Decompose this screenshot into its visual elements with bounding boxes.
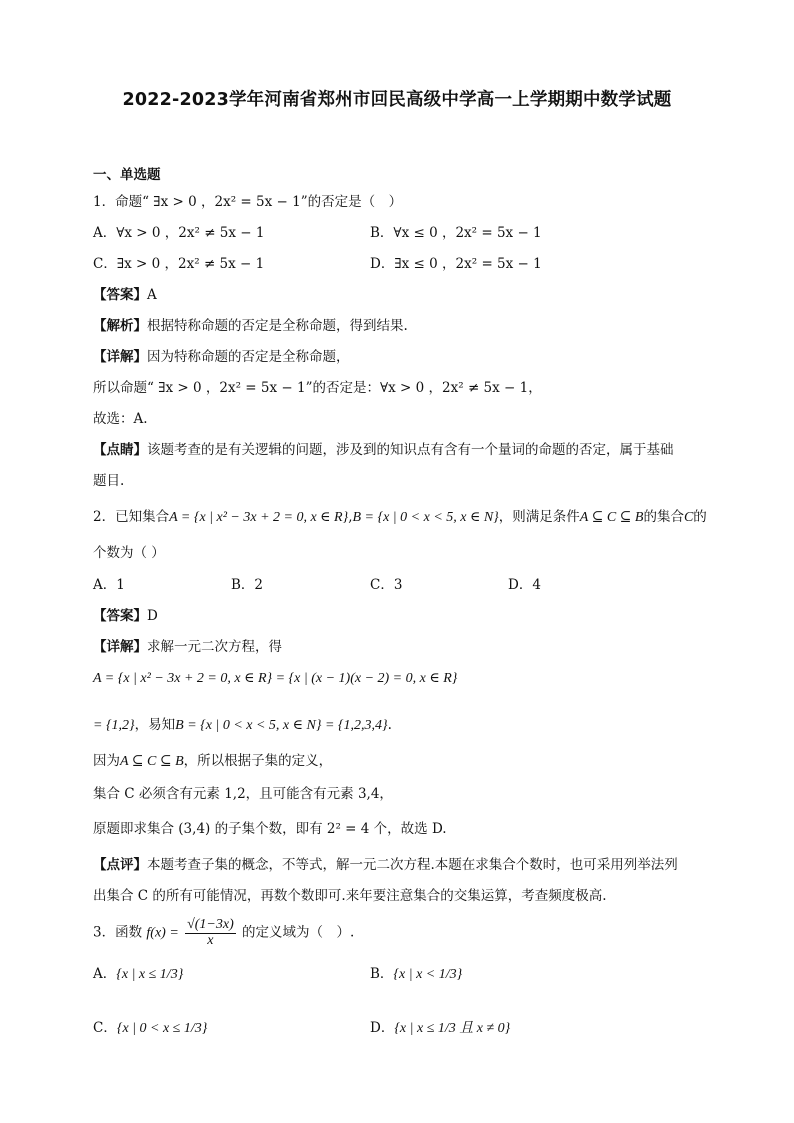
q3-option-d [370, 1016, 510, 1037]
q3-numerator: √(1−3x) [187, 917, 234, 932]
q3-option-a-text: {x | x ≤ 1/3} [116, 967, 184, 982]
q2-detail-3d: . [387, 717, 392, 733]
q2-stem-2: 个数为（ ） [93, 545, 165, 561]
comment-text: 该题考查的是有关逻辑的问题，涉及到的知识点有含有一个量词的命题的否定，属于基础 [147, 442, 674, 458]
q1-detail-1 [93, 345, 350, 365]
detail-text: 因为特称命题的否定是全称命题， [147, 349, 350, 365]
q2-detail-6: 原题即求集合 (3,4) 的子集个数，即有 2² = 4 个，故选 D. [93, 821, 447, 837]
q3-option-b-text: {x | x < 1/3} [393, 967, 463, 982]
q3-option-c-text: {x | 0 < x ≤ 1/3} [116, 1021, 208, 1036]
q1-option-d: D．∃x ≤ 0 ，2x² = 5x − 1 [370, 256, 542, 272]
q2-detail-3c: B = {x | 0 < x < 5, x ∈ N} = {1,2,3,4} [175, 718, 388, 733]
q2-comment-1 [93, 853, 678, 873]
comment-tag: 【点睛】 [93, 442, 147, 458]
q2-detail-2: A = {x | x² − 3x + 2 = 0, x ∈ R} = {x | (x − 1)(x − 2) = 0, x ∈ R} [93, 671, 458, 686]
q2-detail-4c: ，所以根据子集的定义， [183, 753, 333, 769]
detail-tag: 【详解】 [93, 639, 147, 655]
detail-tag: 【详解】 [93, 349, 147, 365]
answer-tag: 【答案】 [93, 608, 147, 624]
q2-stem-post: ，则满足条件 [498, 509, 580, 525]
q1-option-c: C．∃x > 0 ，2x² ≠ 5x − 1 [93, 256, 265, 272]
q2-stem-end: 的集合 [643, 509, 684, 525]
q1-analysis [93, 314, 408, 334]
q1-comment-2: 题目. [93, 473, 125, 489]
q2-detail-4 [93, 749, 332, 770]
q3-option-b-label: B． [370, 966, 394, 982]
page-title: 2022-2023学年河南省郑州市回民高级中学高一上学期期中数学试题 [122, 90, 672, 110]
q3-stem-post: 的定义域为（ ）. [242, 924, 355, 941]
q2-set-a: A = {x | x² − 3x + 2 = 0, x ∈ R} [169, 510, 349, 525]
q2-detail-5: 集合 C 必须含有元素 1,2，且可能含有元素 3,4， [93, 786, 393, 802]
comment-text: 本题考查子集的概念，不等式，解一元二次方程.本题在求集合个数时，也可采用列举法列 [147, 857, 678, 873]
q2-set-b: B = {x | 0 < x < 5, x ∈ N} [352, 510, 499, 525]
q3-option-c [93, 1016, 207, 1037]
q2-set-c: C [683, 510, 694, 525]
q1-option-b: B．∀x ≤ 0 ，2x² = 5x − 1 [370, 225, 542, 241]
q3-option-d-label: D． [370, 1020, 395, 1036]
q3-option-d-text: {x | x ≤ 1/3 且 x ≠ 0} [394, 1021, 511, 1036]
q2-stem: 2．已知集合A = {x | x² − 3x + 2 = 0, x ∈ R},B = {x | 0 < x < 5, x ∈ N}，则满足条件A ⊆ C ⊆ B的集合C的 [93, 509, 707, 525]
answer-tag: 【答案】 [93, 287, 147, 303]
analysis-tag: 【解析】 [93, 318, 147, 334]
q1-comment-1 [93, 438, 674, 458]
q2-detail-3b: ，易知 [134, 717, 176, 733]
comment-tag: 【点评】 [93, 857, 147, 873]
q2-comment-2: 出集合 C 的所有可能情况，再数个数即可.来年要注意集合的交集运算，考查频度极高. [93, 888, 607, 904]
q2-detail-3a: = {1,2} [93, 718, 135, 733]
q2-detail-1 [93, 635, 282, 655]
q2-detail-4b: A ⊆ C ⊆ B [120, 754, 184, 769]
q3-option-a [93, 962, 183, 983]
q3-option-b [370, 962, 462, 983]
q2-condition: A ⊆ C ⊆ B [579, 510, 644, 525]
q1-answer [93, 283, 157, 303]
q2-detail-4a: 因为 [93, 753, 120, 769]
q2-detail-3 [93, 713, 392, 734]
q2-option-c: C．3 [370, 577, 403, 593]
q1-stem: 1．命题“ ∃x > 0 ，2x² = 5x − 1”的否定是（ ） [93, 194, 403, 210]
q2-answer [93, 604, 158, 624]
q3-stem [93, 918, 354, 948]
q2-stem-pre: 2．已知集合 [93, 509, 170, 525]
q3-function: f(x) = [146, 925, 179, 941]
detail-text: 求解一元二次方程，得 [147, 639, 282, 655]
section-heading: 一、单选题 [93, 167, 161, 183]
q2-stem-tail: 的 [693, 509, 707, 525]
q1-detail-2: 所以命题“ ∃x > 0 ，2x² = 5x − 1”的否定是：∀x > 0 ，2x² ≠ 5x − 1， [93, 380, 542, 396]
q1-option-a: A．∀x > 0 ，2x² ≠ 5x − 1 [93, 225, 265, 241]
q3-fraction [185, 918, 236, 948]
q2-option-a: A．1 [93, 577, 125, 593]
answer-value: D [147, 608, 158, 624]
q3-denominator: x [207, 932, 214, 948]
q3-stem-pre: 3．函数 [93, 924, 143, 941]
q3-option-c-label: C． [93, 1020, 117, 1036]
answer-value: A [147, 287, 157, 303]
q3-option-a-label: A． [93, 966, 117, 982]
q1-detail-3: 故选：A. [93, 411, 148, 427]
q2-option-b: B．2 [231, 577, 264, 593]
q2-option-d: D．4 [508, 577, 541, 593]
analysis-text: 根据特称命题的否定是全称命题，得到结果. [147, 318, 408, 334]
